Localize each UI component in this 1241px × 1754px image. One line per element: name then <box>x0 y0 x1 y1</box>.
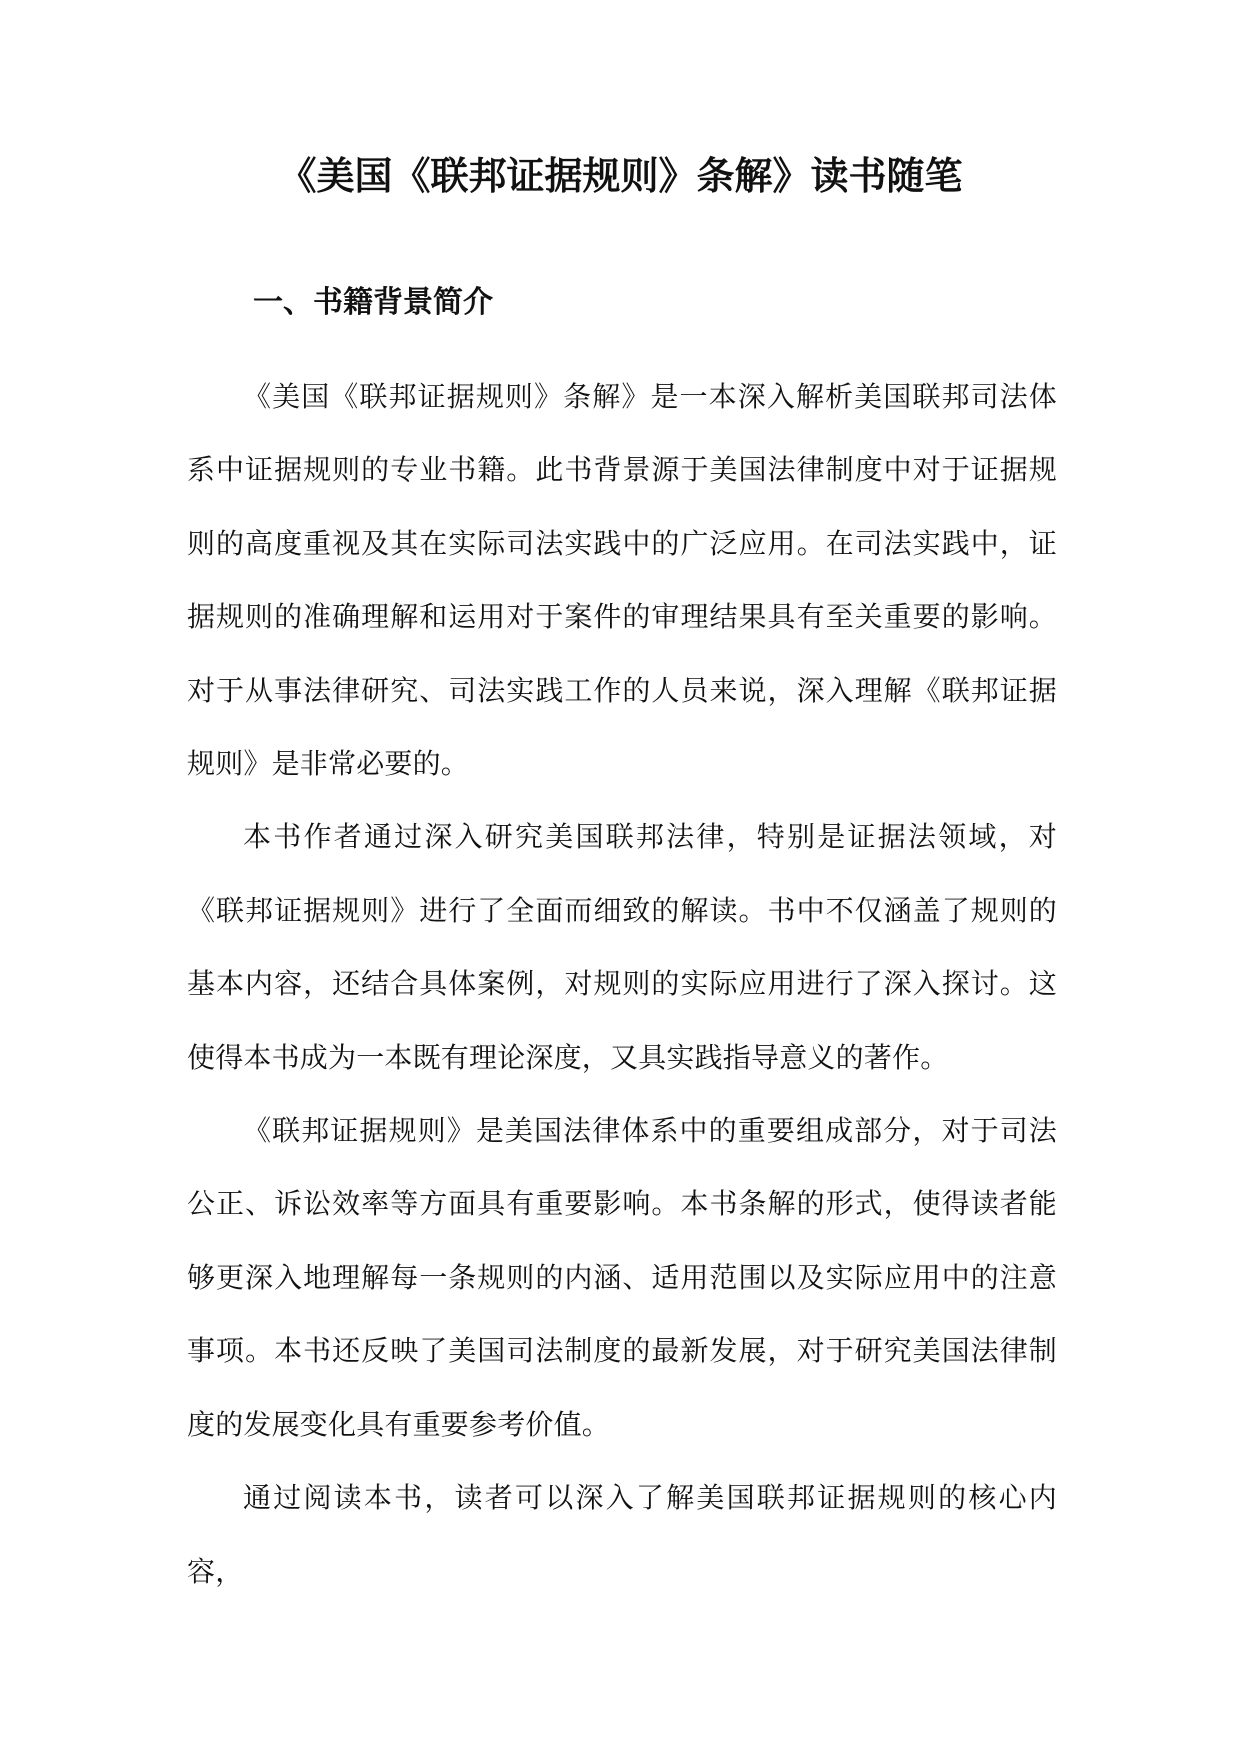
section-heading: 一、书籍背景简介 <box>253 285 493 320</box>
paragraph-1: 《美国《联邦证据规则》条解》是一本深入解析美国联邦司法体系中证据规则的专业书籍。此书背景源于美国法律制度中对于证据规则的高度重视及其在实际司法实践中的广泛应用。在司法实践中，证据规则的准确理解和运用对于案件的审理结果具有至关重要的影响。对于从事法律研究、司法实践工作的人员来说，深入理解《联邦证据规则》是非常必要的。 <box>187 380 1057 781</box>
paragraph-2: 本书作者通过深入研究美国联邦法律，特别是证据法领域，对《联邦证据规则》进行了全面而细致的解读。书中不仅涵盖了规则的基本内容，还结合具体案例，对规则的实际应用进行了深入探讨。这使得本书成为一本既有理论深度，又具实践指导意义的著作。 <box>187 820 1057 1074</box>
section-body <box>187 360 1057 1608</box>
paragraph-3: 《联邦证据规则》是美国法律体系中的重要组成部分，对于司法公正、诉讼效率等方面具有重要影响。本书条解的形式，使得读者能够更深入地理解每一条规则的内涵、适用范围以及实际应用中的注意事项。本书还反映了美国司法制度的最新发展，对于研究美国法律制度的发展变化具有重要参考价值。 <box>187 1114 1057 1441</box>
paragraph-4: 通过阅读本书，读者可以深入了解美国联邦证据规则的核心内容， <box>187 1481 1057 1588</box>
document-title: 《美国《联邦证据规则》条解》读书随笔 <box>278 153 963 198</box>
